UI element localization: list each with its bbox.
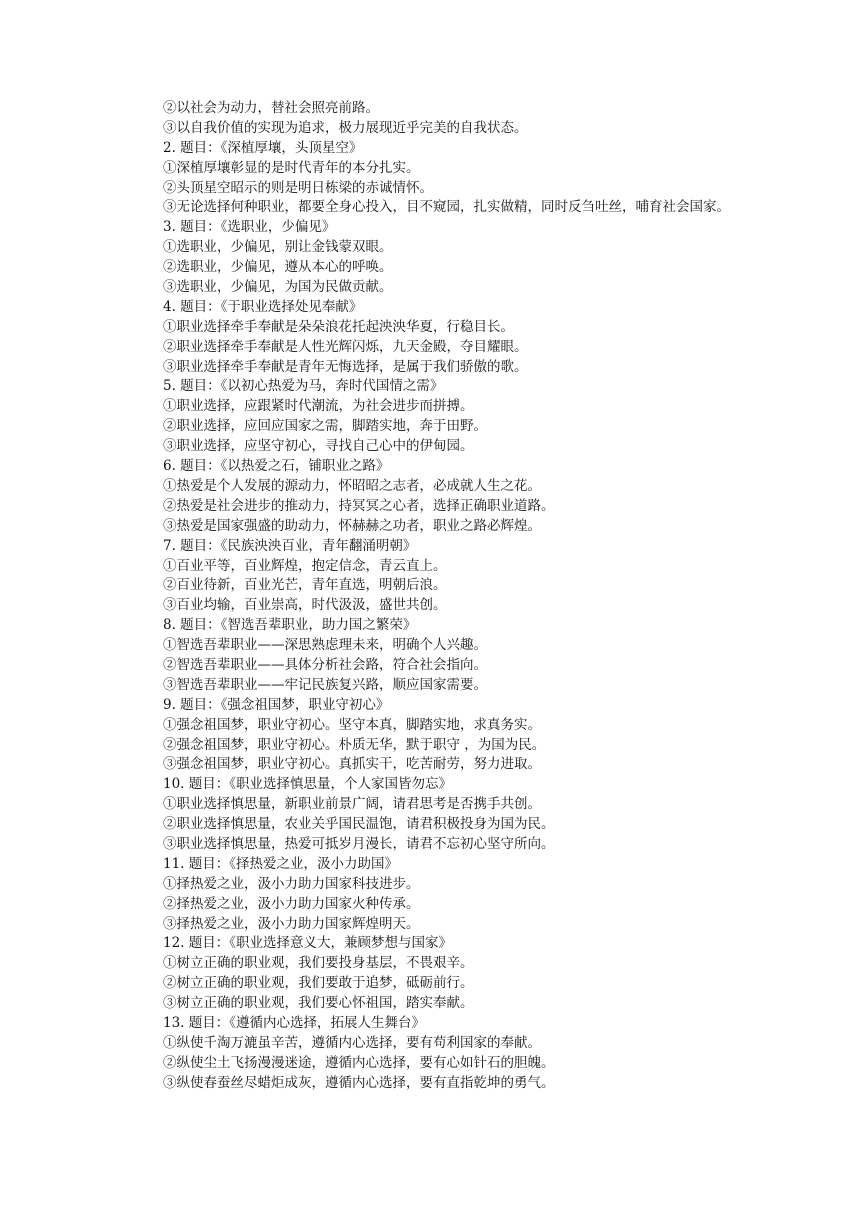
text-line: ①选职业，少偏见，别让金钱蒙双眼。 <box>163 239 393 256</box>
topic-heading: 12. 题目：《职业选择意义大，兼顾梦想与国家》 <box>163 935 453 952</box>
text-line: ②择热爱之业，汲小力助力国家火种传承。 <box>163 895 420 912</box>
text-line: ②百业待新，百业光芒，青年直选，明朝后浪。 <box>163 577 447 594</box>
text-line: ③择热爱之业，汲小力助力国家辉煌明天。 <box>163 915 420 932</box>
text-line: ①百业平等，百业辉煌，抱定信念，青云直上。 <box>163 557 447 574</box>
text-line: ③职业选择，应坚守初心，寻找自己心中的伊甸园。 <box>163 438 474 455</box>
text-line: ①深植厚壤彰显的是时代青年的本分扎实。 <box>163 159 420 176</box>
text-line: ②以社会为动力，替社会照亮前路。 <box>163 100 379 116</box>
document-body <box>130 99 730 1094</box>
text-line: ③职业选择牵手奉献是青年无悔选择，是属于我们骄傲的歌。 <box>163 358 528 375</box>
text-line: ②职业选择慎思量，农业关乎国民温饱，请君积极投身为国为民。 <box>163 816 555 833</box>
topic-heading: 4. 题目：《于职业选择处见奉献》 <box>163 298 363 315</box>
topic-heading: 9. 题目：《强念祖国梦，职业守初心》 <box>163 696 390 713</box>
text-line: ③百业均输，百业崇高，时代汲汲，盛世共创。 <box>163 597 447 614</box>
text-line: ③纵使春蚕丝尽蜡炬成灰，遵循内心选择，要有直指乾坤的勇气。 <box>163 1074 555 1091</box>
topic-heading: 2. 题目：《深植厚壤，头顶星空》 <box>163 139 363 156</box>
text-line: ①树立正确的职业观，我们要投身基层，不畏艰辛。 <box>163 955 474 972</box>
topic-heading: 7. 题目：《民族泱泱百业，青年翻涌明朝》 <box>163 537 417 554</box>
topic-heading: 11. 题目：《择热爱之业，汲小力助国》 <box>163 855 399 872</box>
topic-heading: 5. 题目：《以初心热爱为马，奔时代国情之需》 <box>163 378 444 395</box>
text-line: ①择热爱之业，汲小力助力国家科技进步。 <box>163 875 420 892</box>
text-line: ③以自我价值的实现为追求，极力展现近乎完美的自我状态。 <box>163 119 528 136</box>
text-line: ③职业选择慎思量，热爱可抵岁月漫长，请君不忘初心坚守所向。 <box>163 835 555 852</box>
text-line: ②职业选择牵手奉献是人性光辉闪烁，九天金殿，夺目耀眼。 <box>163 338 528 355</box>
text-line: ①职业选择牵手奉献是朵朵浪花托起泱泱华夏，行稳目长。 <box>163 318 514 335</box>
text-line: ③热爱是国家强盛的助动力，怀赫赫之功者，职业之路必辉煌。 <box>163 517 541 534</box>
text-line: ②热爱是社会进步的推动力，持冥冥之心者，选择正确职业道路。 <box>163 497 555 514</box>
text-line: ①职业选择，应跟紧时代潮流，为社会进步而拼搏。 <box>163 398 474 415</box>
topic-heading: 10. 题目：《职业选择慎思量，个人家国皆勿忘》 <box>163 776 453 793</box>
topic-heading: 6. 题目：《以热爱之石，铺职业之路》 <box>163 458 390 475</box>
text-line: ②职业选择，应回应国家之需，脚踏实地，奔于田野。 <box>163 418 487 435</box>
topic-heading: 8. 题目：《智选吾辈职业，助力国之繁荣》 <box>163 617 417 634</box>
text-line: ③智选吾辈职业——牢记民族复兴路，顺应国家需要。 <box>163 676 487 693</box>
text-line: ①强念祖国梦，职业守初心。坚守本真，脚踏实地，求真务实。 <box>163 716 541 733</box>
text-line: ①职业选择慎思量，新职业前景广阔，请君思考是否携手共创。 <box>163 796 541 813</box>
text-line: ②树立正确的职业观，我们要敢于追梦，砥砺前行。 <box>163 975 474 992</box>
text-line: ③无论选择何种职业，都要全身心投入，目不窥园，扎实做精，同时反刍吐丝，哺育社会国家。 <box>163 199 730 216</box>
text-line: ②强念祖国梦，职业守初心。朴质无华，默于职守 ，为国为民。 <box>163 736 546 753</box>
text-line: ③树立正确的职业观，我们要心怀祖国，踏实奉献。 <box>163 995 474 1012</box>
topic-heading: 13. 题目：《遵循内心选择，拓展人生舞台》 <box>163 1014 426 1031</box>
text-line: ①热爱是个人发展的源动力，怀昭昭之志者，必成就人生之花。 <box>163 477 541 494</box>
text-line: ①智选吾辈职业——深思熟虑理未来，明确个人兴趣。 <box>163 637 487 654</box>
text-line: ③强念祖国梦，职业守初心。真抓实干，吃苦耐劳，努力进取。 <box>163 756 541 773</box>
text-line: ②选职业，少偏见，遵从本心的呼唤。 <box>163 259 393 276</box>
topic-heading: 3. 题目：《选职业，少偏见》 <box>163 219 336 236</box>
text-line: ②纵使尘土飞扬漫漫迷途，遵循内心选择，要有心如针石的胆魄。 <box>163 1054 555 1071</box>
text-line: ②智选吾辈职业——具体分析社会路，符合社会指向。 <box>163 656 487 673</box>
text-line: ②头顶星空昭示的则是明日栋梁的赤诚情怀。 <box>163 179 433 196</box>
text-line: ①纵使千淘万漉虽辛苦，遵循内心选择，要有苟利国家的奉献。 <box>163 1034 541 1051</box>
text-line: ③选职业，少偏见，为国为民做贡献。 <box>163 279 393 296</box>
